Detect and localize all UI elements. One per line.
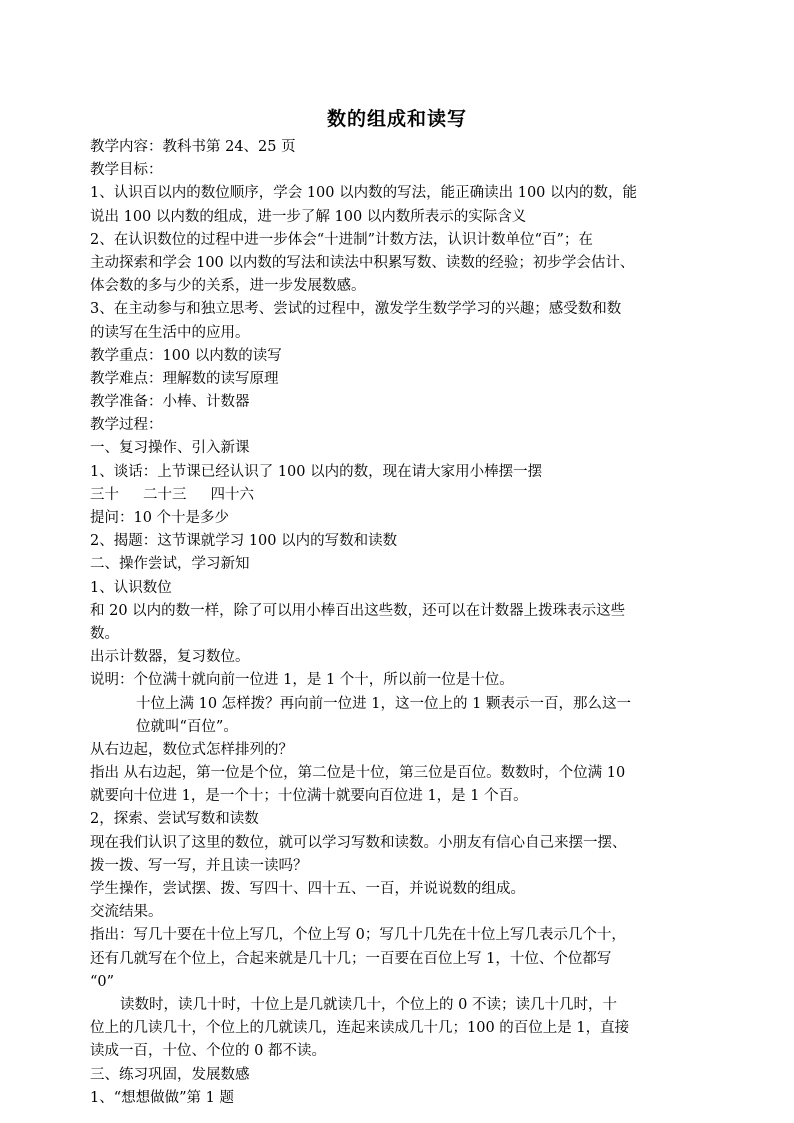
number-example: 二十三: [143, 486, 187, 503]
text-line: 主动探索和学会 100 以内数的写法和读法中积累写数、读数的经验；初步学会估计、: [90, 254, 635, 271]
text-line: 1、谈话：上节课已经认识了 100 以内的数，现在请大家用小棒摆一摆: [90, 463, 543, 480]
text-line: 说出 100 以内数的组成，进一步了解 100 以内数所表示的实际含义: [90, 208, 527, 225]
text-line: 数。: [90, 625, 119, 642]
text-line: 学生操作，尝试摆、拨、写四十、四十五、一百，并说说数的组成。: [90, 881, 525, 897]
text-line: 交流结果。: [90, 904, 163, 921]
text-line: 现在我们认识了这里的数位，就可以学习写数和读数。小朋友有信心自己来摆一摆、: [90, 834, 627, 851]
text-line: 教学重点：100 以内数的读写: [90, 347, 282, 364]
text-line: 教学内容：教科书第 24、25 页: [90, 139, 296, 155]
text-line: 从右边起，数位式怎样排列的？: [90, 741, 293, 758]
text-line: 和 20 以内的数一样，除了可以用小棒百出这些数，还可以在计数器上拨珠表示这些: [90, 602, 626, 619]
text-line: 指出 从右边起，第一位是个位，第二位是十位，第三位是百位。数数时，个位满 10: [90, 765, 626, 782]
text-line: 读成一百，十位、个位的 0 都不读。: [90, 1043, 326, 1060]
text-line: 的读写在生活中的应用。: [90, 324, 250, 341]
section-heading: 一、复习操作、引入新课: [90, 440, 250, 457]
text-line: 拨一拨、写一写，并且读一读吗？: [90, 857, 308, 874]
section-heading: 三、练习巩固，发展数感: [90, 1066, 250, 1083]
text-line: 指出：写几十要在十位上写几，个位上写 0；写几十几先在十位上写几表示几个十，: [90, 927, 626, 944]
text-line: 出示计数器，复习数位。: [90, 649, 250, 666]
text-line: 1、认识数位: [90, 579, 172, 596]
text-line: 提问：10 个十是多少: [90, 510, 230, 526]
text-line: 教学难点：理解数的读写原理: [90, 370, 279, 387]
number-examples: [90, 484, 690, 507]
text-line: 体会数的多与少的关系，进一步发展数感。: [90, 278, 366, 295]
text-line-indented: 位就叫“百位”。: [136, 718, 238, 735]
text-line: 教学目标：: [90, 162, 163, 179]
text-line: 教学过程：: [90, 417, 163, 434]
text-line: 说明：个位满十就向前一位进 1，是 1 个十，所以前一位是十位。: [90, 672, 514, 689]
text-line-indented: 十位上满 10 怎样拨？再向前一位进 1，这一位上的 1 颗表示一百，那么这一: [136, 695, 631, 712]
text-line: 教学准备：小棒、计数器: [90, 394, 250, 411]
text-line: 就要向十位进 1，是一个十；十位满十就要向百位进 1，是 1 个百。: [90, 788, 528, 805]
document-body: [90, 136, 690, 1110]
page-title: 数的组成和读写: [326, 108, 467, 130]
number-example: 四十六: [210, 486, 254, 503]
text-line: 2、在认识数位的过程中进一步体会“十进制”计数方法，认识计数单位“百”；在: [90, 231, 593, 248]
text-line: 还有几就写在个位上，合起来就是几十几；一百要在百位上写 1，十位、个位都写: [90, 950, 612, 967]
text-line: 2，探索、尝试写数和读数: [90, 811, 259, 828]
section-heading: 二、操作尝试，学习新知: [90, 556, 250, 573]
text-line: 2、揭题：这节课就学习 100 以内的写数和读数: [90, 533, 398, 550]
text-line-indented: 读数时，读几十时，十位上是几就读几十，个位上的 0 不读；读几十几时，十: [120, 996, 617, 1013]
text-line: 位上的几读几十，个位上的几就读几，连起来读成几十几；100 的百位上是 1，直接: [90, 1020, 630, 1037]
text-line: 1、“想想做做”第 1 题: [90, 1089, 234, 1106]
text-line: 1、认识百以内的数位顺序，学会 100 以内数的写法，能正确读出 100 以内的数，能: [90, 185, 638, 202]
number-example: 三十: [90, 486, 119, 503]
text-line: 3、在主动参与和独立思考、尝试的过程中，激发学生数学学习的兴趣；感受数和数: [90, 301, 622, 318]
text-line: “0”: [90, 973, 115, 990]
